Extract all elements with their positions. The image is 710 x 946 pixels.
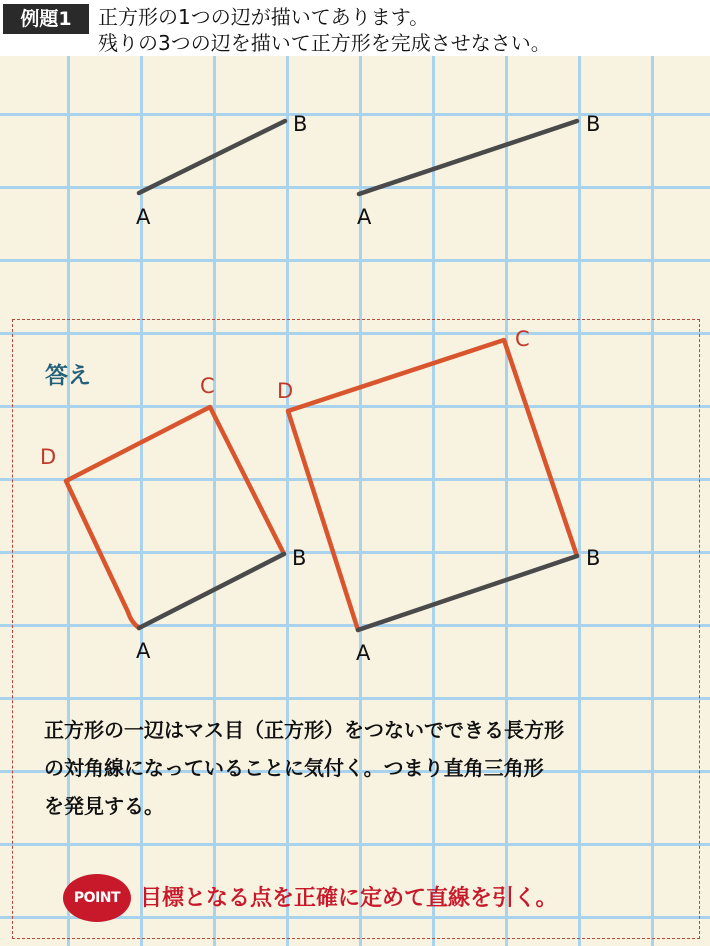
vertex-label-c: C [515, 327, 530, 351]
instruction-line-2: 残りの3つの辺を描いて正方形を完成させなさい。 [98, 31, 551, 55]
vertex-label-a: A [136, 639, 151, 663]
given-side-ab-1 [139, 121, 285, 193]
answer-title: 答え [45, 363, 91, 389]
vertex-label-a: A [136, 205, 151, 229]
given-side-ab-2-answer [358, 556, 577, 630]
point-text: 目標となる点を正確に定めて直線を引く。 [140, 886, 558, 911]
example-badge: 例題1 [3, 4, 89, 34]
explanation-line-1: 正方形の一辺はマス目（正方形）をつないでできる長方形 [44, 718, 564, 742]
vertex-label-b: B [586, 112, 601, 136]
explanation-line-2: の対角線になっていることに気付く。つまり直角三角形 [44, 756, 544, 780]
vertex-label-b: B [293, 112, 308, 136]
point-badge: POINT [63, 874, 131, 922]
vertex-label-d: D [277, 379, 294, 403]
vertex-label-b: B [586, 546, 601, 570]
answer-square-2 [288, 340, 577, 630]
vertex-label-d: D [40, 445, 57, 469]
explanation-line-3: を発見する。 [44, 794, 164, 818]
vertex-label-a: A [356, 641, 371, 665]
vertex-label-c: C [200, 374, 215, 398]
answer-square-1 [66, 407, 284, 628]
vertex-label-a: A [357, 205, 372, 229]
given-side-ab-1-answer [139, 554, 284, 628]
instruction-line-1: 正方形の1つの辺が描いてあります。 [98, 5, 430, 29]
given-side-ab-2 [359, 121, 577, 194]
vertex-label-b: B [292, 546, 307, 570]
